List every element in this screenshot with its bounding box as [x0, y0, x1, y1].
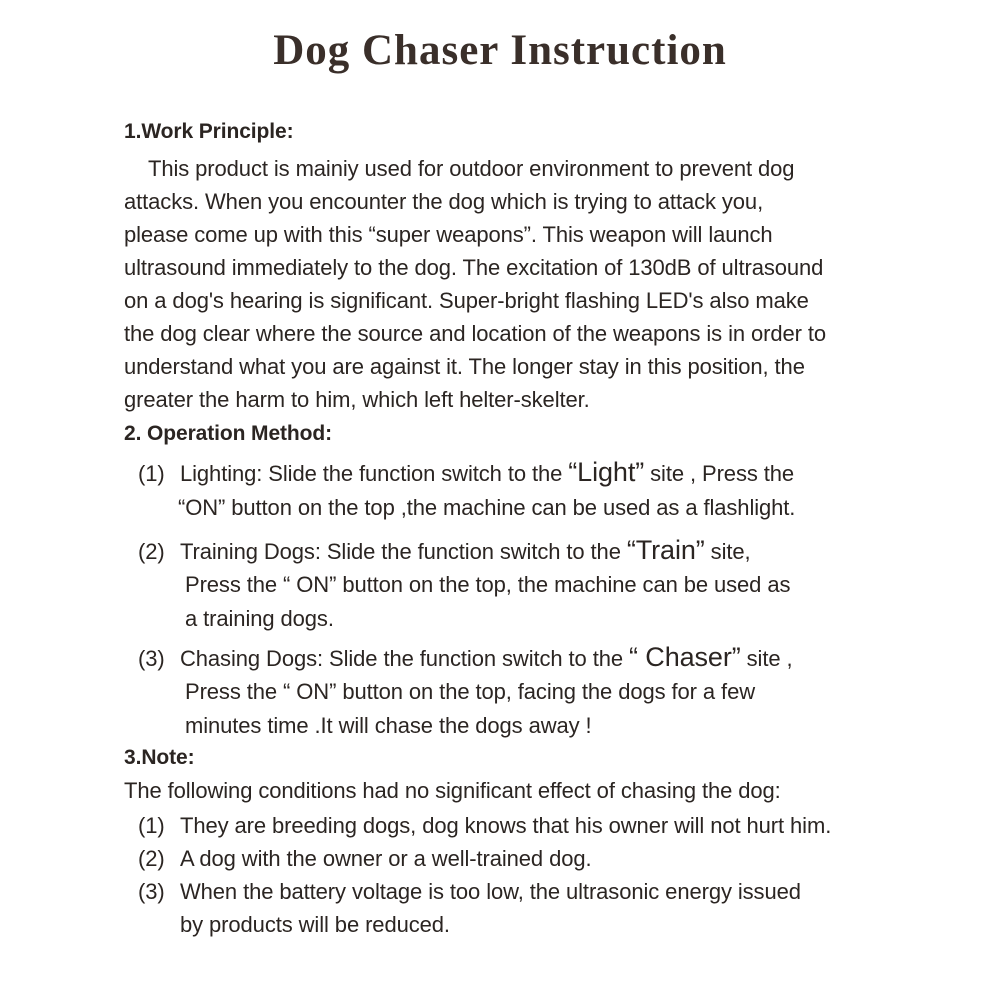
item-text: They are breeding dogs, dog knows that his owner will not hurt him. [180, 813, 832, 838]
paragraph-line: greater the harm to him, which left helter-skelter. [124, 387, 590, 412]
section-2-heading: 2. Operation Method: [124, 422, 333, 445]
operation-item-line: “ON” button on the top ,the machine can be used as a flashlight. [178, 495, 796, 520]
item-text: When the battery voltage is too low, the ultrasonic energy issued [180, 879, 801, 904]
item-text: Chasing Dogs: Slide the function switch to the [180, 646, 629, 671]
item-text: site , [740, 646, 793, 671]
paragraph-line: please come up with this “super weapons”. This weapon will launch [124, 222, 773, 247]
paragraph-line: This product is mainiy used for outdoor environment to prevent dog [148, 156, 795, 181]
item-text: Lighting: Slide the function switch to the [180, 461, 569, 486]
paragraph-line: attacks. When you encounter the dog which is trying to attack you, [124, 189, 764, 214]
operation-item-line: Press the “ ON” button on the top, the machine can be used as [185, 572, 791, 597]
item-text: A dog with the owner or a well-trained dog. [180, 846, 592, 871]
mode-label-chaser: “ Chaser” [629, 642, 741, 672]
note-item [138, 879, 801, 905]
section-3-heading: 3.Note: [124, 746, 195, 769]
section-1-heading: 1.Work Principle: [124, 120, 294, 143]
item-text: site , Press the [644, 461, 795, 486]
mode-label-light: “Light” [568, 457, 645, 487]
item-number: (2) [138, 846, 165, 871]
item-number: (3) [138, 646, 165, 671]
operation-item-line: Press the “ ON” button on the top, facing the dogs for a few [185, 679, 755, 704]
operation-item-training [138, 535, 751, 566]
note-intro: The following conditions had no significant effect of chasing the dog: [124, 778, 781, 803]
note-item [138, 846, 592, 872]
mode-label-train: “Train” [626, 535, 705, 565]
paragraph-line: on a dog's hearing is significant. Super-bright flashing LED's also make [124, 288, 809, 313]
page-title: Dog Chaser Instruction [273, 27, 727, 74]
item-number: (1) [138, 813, 165, 838]
item-number: (2) [138, 539, 165, 564]
note-item-line: by products will be reduced. [180, 912, 450, 937]
note-item [138, 813, 831, 839]
item-text: site, [704, 539, 751, 564]
operation-item-chasing [138, 642, 793, 673]
item-number: (1) [138, 461, 165, 486]
paragraph-line: understand what you are against it. The longer stay in this position, the [124, 354, 805, 379]
operation-item-line: a training dogs. [185, 606, 334, 631]
item-text: Training Dogs: Slide the function switch to the [180, 539, 627, 564]
operation-item-lighting [138, 457, 794, 488]
operation-item-line: minutes time .It will chase the dogs away ! [185, 713, 592, 738]
item-number: (3) [138, 879, 165, 904]
paragraph-line: ultrasound immediately to the dog. The excitation of 130dB of ultrasound [124, 255, 824, 280]
paragraph-line: the dog clear where the source and location of the weapons is in order to [124, 321, 827, 346]
